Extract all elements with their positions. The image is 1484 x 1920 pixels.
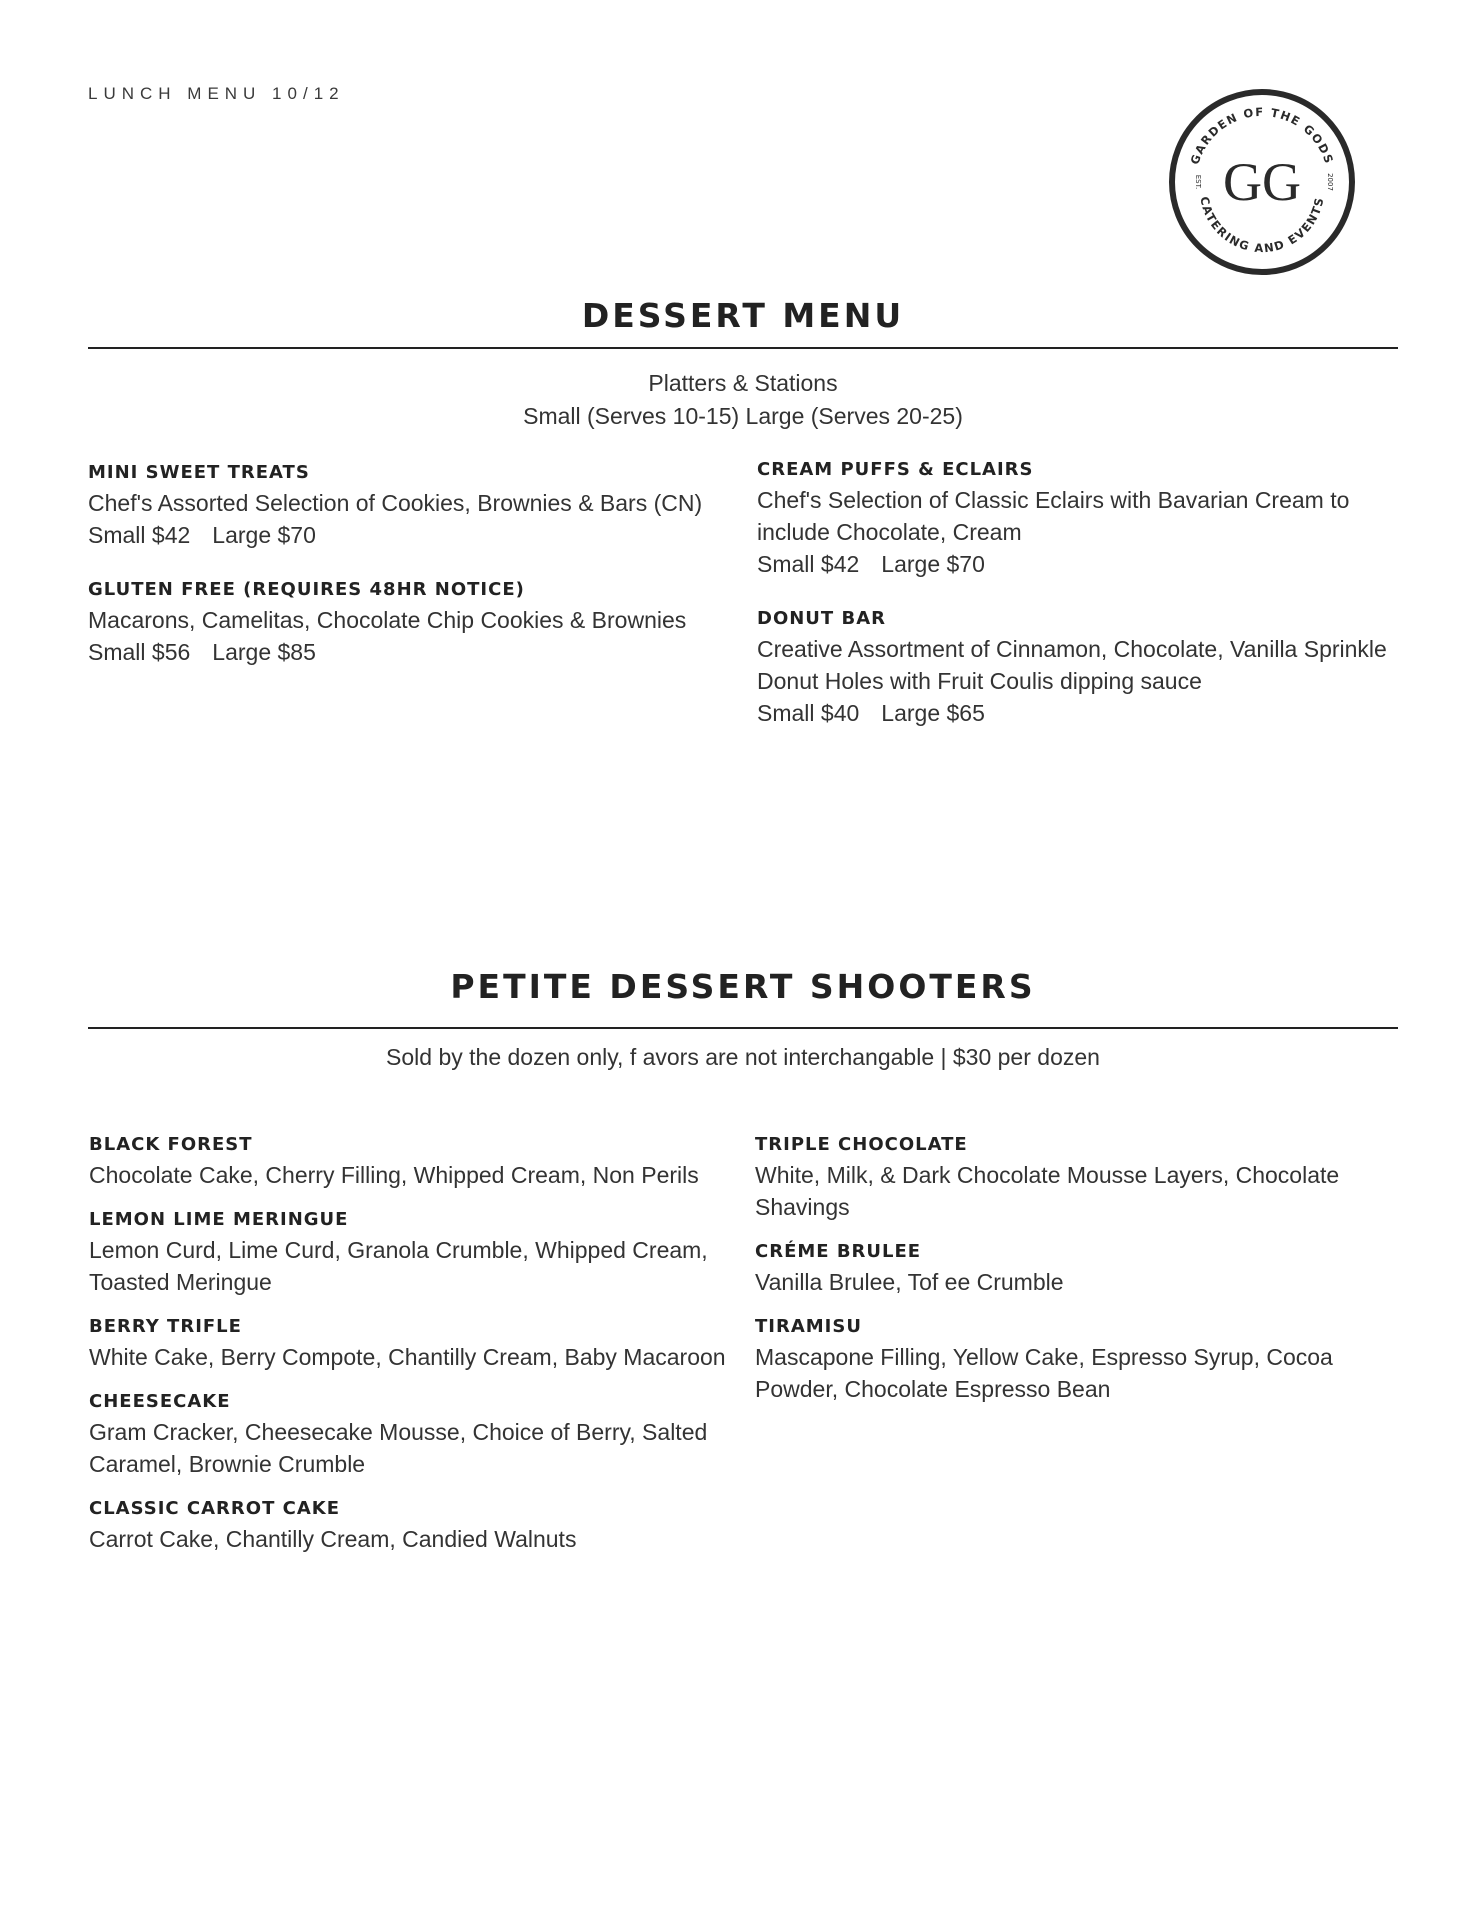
garden-of-the-gods-logo — [1166, 86, 1358, 278]
shooters-subtitle: Sold by the dozen only, f avors are not interchangable | $30 per dozen — [386, 1044, 1100, 1070]
menu-item — [89, 1391, 749, 1480]
item-description: White Cake, Berry Compote, Chantilly Cream, Baby Macaroon — [89, 1344, 726, 1370]
item-description: Chef's Selection of Classic Eclairs with Bavarian Cream to include Chocolate, Cream — [757, 487, 1350, 545]
dessert-subtitle-2: Small (Serves 10-15) Large (Serves 20-25) — [523, 403, 963, 429]
dessert-menu-title: DESSERT MENU — [581, 296, 905, 335]
item-description: Chocolate Cake, Cherry Filling, Whipped Cream, Non Perils — [89, 1162, 699, 1188]
price-large: Large $85 — [212, 639, 316, 665]
menu-item — [89, 1134, 749, 1191]
logo-monogram: GG — [1223, 152, 1301, 212]
item-prices — [88, 519, 748, 551]
menu-item — [755, 1241, 1415, 1298]
item-description: White, Milk, & Dark Chocolate Mousse Layers, Chocolate Shavings — [755, 1162, 1340, 1220]
item-name: BLACK FOREST — [89, 1134, 253, 1155]
logo-year: 2007 — [1326, 173, 1334, 191]
item-description: Vanilla Brulee, Tof ee Crumble — [755, 1269, 1064, 1295]
menu-item — [89, 1498, 749, 1555]
logo-est: EST. — [1194, 174, 1202, 190]
price-large: Large $70 — [212, 522, 316, 548]
menu-item — [89, 1316, 749, 1373]
item-name: MINI SWEET TREATS — [88, 462, 310, 483]
item-prices — [757, 548, 1417, 580]
item-name: CHEESECAKE — [89, 1391, 231, 1412]
price-large: Large $70 — [881, 551, 985, 577]
item-name: CLASSIC CARROT CAKE — [89, 1498, 340, 1519]
shooters-title: PETITE DESSERT SHOOTERS — [450, 967, 1036, 1006]
menu-item — [757, 459, 1417, 580]
item-description: Chef's Assorted Selection of Cookies, Brownies & Bars (CN) — [88, 490, 703, 516]
menu-item — [88, 579, 748, 668]
price-large: Large $65 — [881, 700, 985, 726]
menu-date-label: LUNCH MENU 10/12 — [88, 84, 345, 103]
item-name: TRIPLE CHOCOLATE — [755, 1134, 968, 1155]
price-small: Small $42 — [88, 522, 191, 548]
item-prices — [88, 636, 748, 668]
dessert-left-column — [88, 462, 748, 696]
menu-item — [755, 1316, 1415, 1405]
price-small: Small $40 — [757, 700, 860, 726]
item-description: Creative Assortment of Cinnamon, Chocolate, Vanilla Sprinkle Donut Holes with Fruit Coulis dipping sauce — [757, 636, 1387, 694]
logo-arc-bottom: CATERING AND EVENTS — [1197, 195, 1327, 256]
logo-arc-top: GARDEN OF THE GODS — [1187, 104, 1337, 167]
item-name: CREAM PUFFS & ECLAIRS — [757, 459, 1034, 480]
item-description: Mascapone Filling, Yellow Cake, Espresso Syrup, Cocoa Powder, Chocolate Espresso Bean — [755, 1344, 1333, 1402]
dessert-right-column — [757, 459, 1417, 757]
menu-item — [88, 462, 748, 551]
item-name: LEMON LIME MERINGUE — [89, 1209, 349, 1230]
menu-item — [755, 1134, 1415, 1223]
price-small: Small $42 — [757, 551, 860, 577]
item-name: TIRAMISU — [755, 1316, 862, 1337]
menu-item — [757, 608, 1417, 729]
shooters-divider — [88, 1027, 1398, 1029]
item-name: GLUTEN FREE (REQUIRES 48HR NOTICE) — [88, 579, 525, 600]
item-name: BERRY TRIFLE — [89, 1316, 242, 1337]
shooters-right-column — [755, 1134, 1415, 1423]
dessert-subtitle-1: Platters & Stations — [648, 370, 838, 396]
item-description: Lemon Curd, Lime Curd, Granola Crumble, Whipped Cream, Toasted Meringue — [89, 1237, 708, 1295]
price-small: Small $56 — [88, 639, 191, 665]
item-name: CRÉME BRULEE — [755, 1241, 922, 1262]
menu-item — [89, 1209, 749, 1298]
item-prices — [757, 697, 1417, 729]
item-description: Gram Cracker, Cheesecake Mousse, Choice of Berry, Salted Caramel, Brownie Crumble — [89, 1419, 708, 1477]
item-description: Carrot Cake, Chantilly Cream, Candied Walnuts — [89, 1526, 577, 1552]
item-name: DONUT BAR — [757, 608, 886, 629]
dessert-divider — [88, 347, 1398, 349]
shooters-left-column — [89, 1134, 749, 1573]
item-description: Macarons, Camelitas, Chocolate Chip Cookies & Brownies — [88, 607, 687, 633]
